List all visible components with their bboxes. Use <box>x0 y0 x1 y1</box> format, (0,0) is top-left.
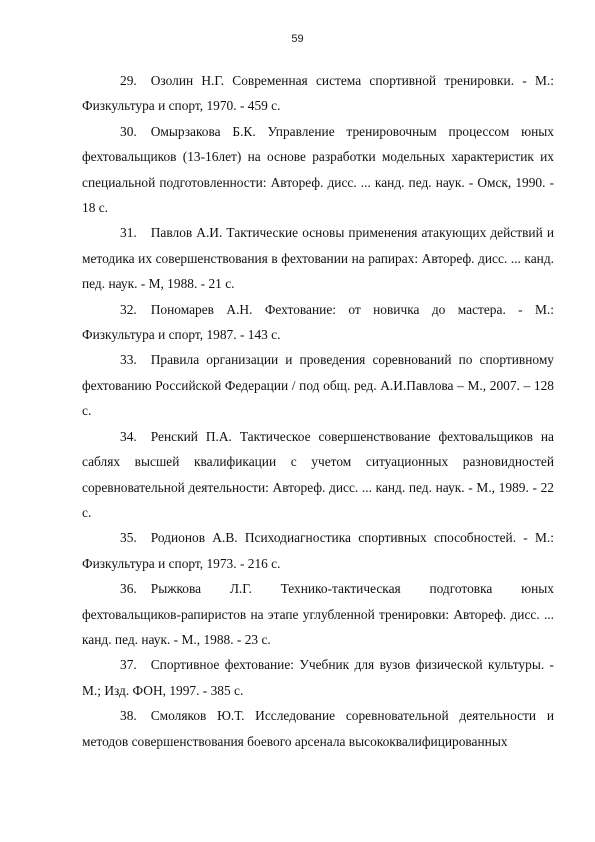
reference-number: 36. <box>120 581 137 597</box>
reference-number: 30. <box>120 123 137 139</box>
page-number: 59 <box>291 33 304 45</box>
reference-text: Родионов А.В. Психодиагностика спортивных способностей. - М.: Физкультура и спорт, 1973. - 216 с. <box>82 530 554 571</box>
reference-text: Смоляков Ю.Т. Исследование соревновательной деятельности и методов совершенствования боевого арсенала высококвалифицированных <box>82 708 554 749</box>
reference-number: 38. <box>120 708 137 724</box>
reference-text: Павлов А.И. Тактические основы применения атакующих действий и методика их совершенствования в фехтовании на рапирах: Автореф. дисс. ... канд. пед. наук. - М, 1988. - 21 с. <box>82 225 554 292</box>
reference-item <box>82 652 554 703</box>
reference-item <box>82 68 554 119</box>
reference-item <box>82 119 554 221</box>
reference-item <box>82 220 554 296</box>
reference-number: 29. <box>120 73 137 88</box>
reference-item <box>82 703 554 754</box>
reference-list <box>82 68 554 754</box>
reference-text: Пономарев А.Н. Фехтование: от новичка до мастера. - М.: Физкультура и спорт, 1987. - 143 с. <box>82 301 554 343</box>
reference-text: Спортивное фехтование: Учебник для вузов физической культуры. - М.; Изд. ФОН, 1997. - 385 с. <box>82 657 554 698</box>
reference-text: Ренский П.А. Тактическое совершенствование фехтовальщиков на саблях высшей квалификации с учетом ситуационных разновидностей соревновательной деятельности: Автореф. дисс. ... канд. пед. наук. - М., 1989. - 22 с. <box>82 428 554 520</box>
reference-number: 31. <box>120 225 137 241</box>
reference-text: Рыжкова Л.Г. Технико-тактическая подготовка юных фехтовальщиков-рапиристов на этапе углубленной тренировки: Автореф. дисс. ... канд. пед. наук. - М., 1988. - 23 с. <box>82 581 554 647</box>
reference-item <box>82 576 554 652</box>
reference-text: Омырзакова Б.К. Управление тренировочным процессом юных фехтовальщиков (13-16лет) на основе разработки модельных характеристик их специальной подготовленности: Автореф. дисс. ... канд. пед. наук. - Омск, 1990. - 18 с. <box>82 123 554 216</box>
reference-number: 32. <box>120 301 137 317</box>
reference-item <box>82 525 554 576</box>
reference-number: 35. <box>120 530 137 546</box>
reference-number: 33. <box>120 352 137 368</box>
reference-text: Озолин Н.Г. Современная система спортивной тренировки. - М.: Физкультура и спорт, 1970. - 459 с. <box>82 73 554 114</box>
reference-text: Правила организации и проведения соревнований по спортивному фехтованию Российской Федерации / под общ. ред. А.И.Павлова – М., 2007. – 128 с. <box>82 352 554 419</box>
reference-item <box>82 347 554 423</box>
reference-item <box>82 424 554 526</box>
reference-number: 37. <box>120 657 137 673</box>
reference-item <box>82 297 554 348</box>
reference-number: 34. <box>120 428 137 444</box>
